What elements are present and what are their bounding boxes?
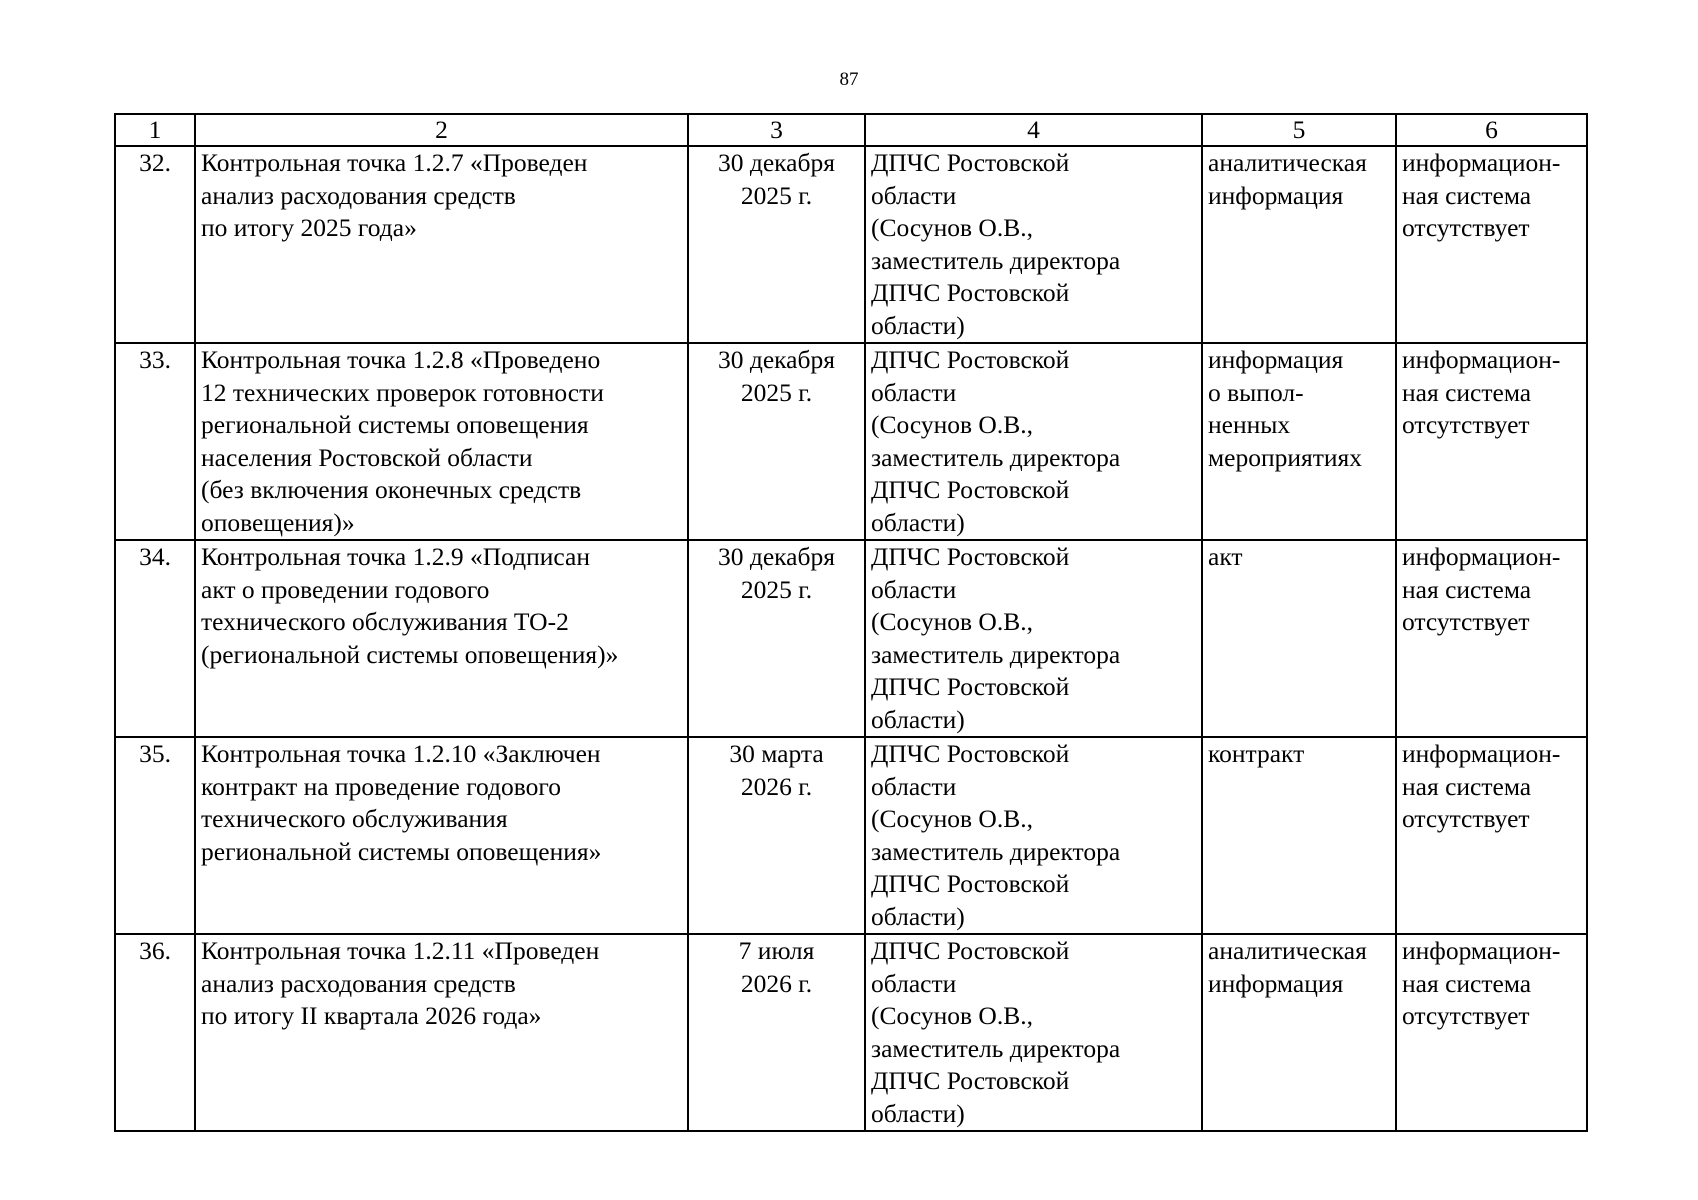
information-system-line: информацион- [1402,148,1561,177]
deadline-line: 2025 г. [740,574,813,604]
responsible-line: области [871,180,957,210]
event-line: контракт на проведение годового [201,771,561,801]
responsible-line: ДПЧС Ростовской [871,869,1070,898]
deadline-line: 30 марта [729,739,824,768]
information-system-line: отсутствует [1402,213,1530,242]
table-row [115,737,1587,934]
responsible-line: заместитель директора [871,442,1121,472]
information-system-line: ная система [1402,377,1532,407]
column-header-1: 1 [115,114,195,146]
responsible-cell [865,343,1202,540]
event-cell [195,146,688,343]
information-system-line: отсутствует [1402,410,1530,439]
event-line: технического обслуживания ТО-2 [201,607,569,636]
event-line: Контрольная точка 1.2.10 «Заключен [201,739,601,768]
information-system-cell [1396,540,1587,737]
information-system-line: ная система [1402,574,1532,604]
table-body [115,146,1587,1131]
row-number-cell: 34. [115,540,195,737]
information-system-line: ная система [1402,180,1532,210]
control-points-table [114,113,1588,1132]
responsible-line: области) [871,507,965,537]
confirming-document-line: аналитическая [1208,936,1367,965]
information-system-line: информацион- [1402,936,1561,965]
page-number: 87 [839,69,859,90]
deadline-line: 2025 г. [740,377,813,407]
responsible-line: ДПЧС Ростовской [871,672,1070,701]
responsible-line: заместитель директора [871,639,1121,669]
responsible-line: ДПЧС Ростовской [871,936,1070,965]
information-system-line: отсутствует [1402,1001,1530,1030]
responsible-line: области [871,377,957,407]
deadline-line: 2026 г. [740,771,813,801]
column-header-3: 3 [688,114,865,146]
confirming-document-line: аналитическая [1208,148,1367,177]
confirming-document-line: контракт [1208,739,1305,768]
confirming-document-line: ненных [1208,410,1291,439]
deadline-line: 2026 г. [740,968,813,998]
table-row [115,934,1587,1131]
event-line: региональной системы оповещения» [201,836,602,866]
responsible-line: ДПЧС Ростовской [871,345,1070,374]
table-row [115,540,1587,737]
information-system-line: ная система [1402,968,1532,998]
confirming-document-line: информация [1208,968,1344,998]
deadline-line: 7 июля [738,936,815,965]
responsible-cell [865,540,1202,737]
event-line: Контрольная точка 1.2.9 «Подписан [201,542,591,571]
responsible-line: ДПЧС Ростовской [871,1066,1070,1095]
event-cell [195,934,688,1131]
confirming-document-cell [1202,540,1396,737]
responsible-line: заместитель директора [871,245,1121,275]
event-line: Контрольная точка 1.2.8 «Проведено [201,345,601,374]
event-line: региональной системы оповещения [201,410,589,439]
information-system-cell [1396,343,1587,540]
event-line: анализ расходования средств [201,180,516,210]
information-system-cell [1396,146,1587,343]
confirming-document-line: информация [1208,345,1344,374]
deadline-line: 30 декабря [718,542,835,571]
deadline-line: 30 декабря [718,345,835,374]
event-cell [195,737,688,934]
information-system-cell [1396,934,1587,1131]
deadline-cell [688,343,865,540]
deadline-cell [688,934,865,1131]
column-header-6: 6 [1396,114,1587,146]
confirming-document-line: информация [1208,180,1344,210]
responsible-line: заместитель директора [871,836,1121,866]
responsible-line: ДПЧС Ростовской [871,739,1070,768]
confirming-document-line: о выпол- [1208,377,1304,407]
responsible-line: (Сосунов О.В., [871,804,1033,833]
column-header-5: 5 [1202,114,1396,146]
responsible-line: области [871,574,957,604]
event-line: населения Ростовской области [201,442,533,472]
confirming-document-cell [1202,343,1396,540]
event-line: по итогу 2025 года» [201,213,417,242]
confirming-document-line: акт [1208,542,1243,571]
responsible-line: области) [871,1098,965,1128]
table-row [115,343,1587,540]
confirming-document-line: мероприятиях [1208,442,1362,472]
event-line: (без включения оконечных средств [201,475,582,504]
table-row [115,146,1587,343]
information-system-line: отсутствует [1402,804,1530,833]
deadline-line: 2025 г. [740,180,813,210]
responsible-line: области) [871,310,965,340]
responsible-line: области) [871,901,965,931]
responsible-line: ДПЧС Ростовской [871,475,1070,504]
confirming-document-cell [1202,146,1396,343]
row-number-cell: 32. [115,146,195,343]
responsible-cell [865,934,1202,1131]
information-system-line: отсутствует [1402,607,1530,636]
responsible-cell [865,737,1202,934]
responsible-line: ДПЧС Ростовской [871,542,1070,571]
deadline-line: 30 декабря [718,148,835,177]
responsible-line: (Сосунов О.В., [871,213,1033,242]
responsible-cell [865,146,1202,343]
event-line: акт о проведении годового [201,574,490,604]
table-header-row [115,114,1587,146]
deadline-cell [688,737,865,934]
responsible-line: (Сосунов О.В., [871,1001,1033,1030]
event-cell [195,343,688,540]
confirming-document-cell [1202,934,1396,1131]
deadline-cell [688,146,865,343]
row-number-cell: 36. [115,934,195,1131]
event-line: 12 технических проверок готовности [201,377,604,407]
event-line: оповещения)» [201,507,355,537]
event-line: технического обслуживания [201,804,508,833]
event-line: (региональной системы оповещения)» [201,639,619,669]
deadline-cell [688,540,865,737]
responsible-line: области [871,968,957,998]
responsible-line: (Сосунов О.В., [871,410,1033,439]
event-line: Контрольная точка 1.2.7 «Проведен [201,148,588,177]
column-header-2: 2 [195,114,688,146]
row-number-cell: 33. [115,343,195,540]
responsible-line: области) [871,704,965,734]
responsible-line: ДПЧС Ростовской [871,148,1070,177]
information-system-line: информацион- [1402,345,1561,374]
event-line: Контрольная точка 1.2.11 «Проведен [201,936,600,965]
event-line: анализ расходования средств [201,968,516,998]
responsible-line: (Сосунов О.В., [871,607,1033,636]
responsible-line: ДПЧС Ростовской [871,278,1070,307]
responsible-line: заместитель директора [871,1033,1121,1063]
information-system-line: ная система [1402,771,1532,801]
event-cell [195,540,688,737]
information-system-line: информацион- [1402,739,1561,768]
information-system-cell [1396,737,1587,934]
responsible-line: области [871,771,957,801]
row-number-cell: 35. [115,737,195,934]
information-system-line: информацион- [1402,542,1561,571]
column-header-4: 4 [865,114,1202,146]
confirming-document-cell [1202,737,1396,934]
event-line: по итогу II квартала 2026 года» [201,1001,542,1030]
